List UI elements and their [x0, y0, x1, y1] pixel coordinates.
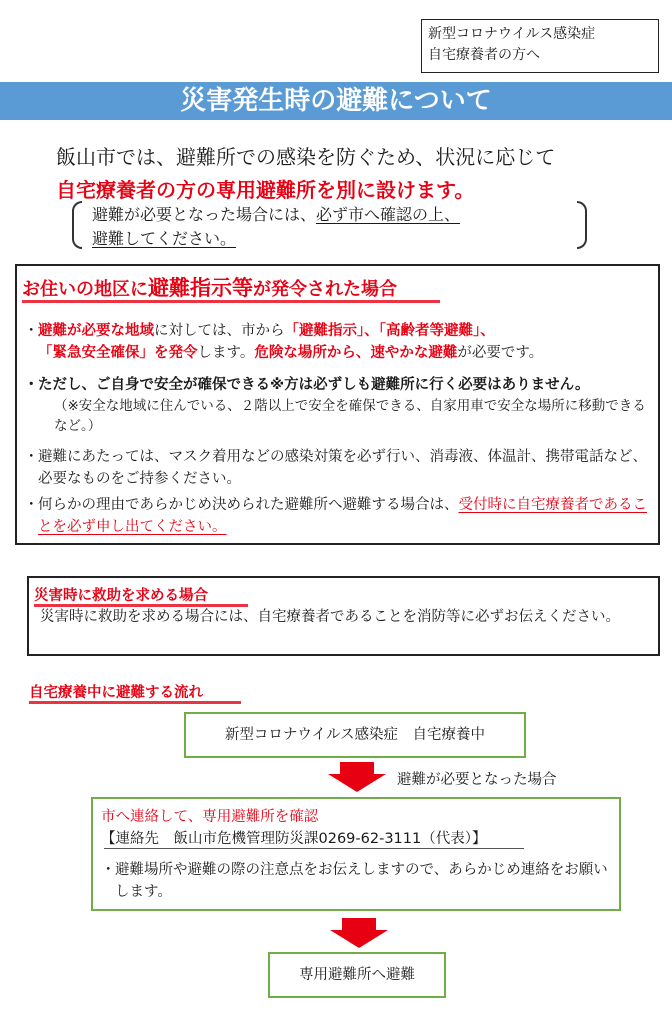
b2-text: ただし、ご自身で安全が確保できる※方は必ずしも避難所に行く必要はありません。: [38, 377, 590, 393]
bullet-self-safety: ・ ただし、ご自身で安全が確保できる※方は必ずしも避難所に行く必要はありません。: [24, 374, 652, 396]
b3-text: 避難にあたっては、マスク着用などの感染対策を必ず行い、消毒液、体温計、携帯電話など、必要なものをご持参ください。: [38, 449, 647, 487]
flow-condition: 避難が必要となった場合: [397, 772, 557, 788]
bracket-note-line1a: 避難が必要となった場合には、: [92, 205, 317, 224]
b1-part1: 避難が必要な地域: [38, 323, 154, 339]
bullet-designated-shelter: ・ 何らかの理由であらかじめ決められた避難所へ避難する場合は、受付時に自宅療養者であることを必ず申し出てください。: [24, 497, 647, 535]
b1-part5: します。: [197, 345, 255, 361]
bullet-infection-measures: ・ 避難にあたっては、マスク着用などの感染対策を必ず行い、消毒液、体温計、携帯電話など、必要なものをご持参ください。: [24, 446, 652, 490]
b1-part7: が必要です。: [457, 345, 544, 361]
down-arrow-icon: [328, 762, 386, 792]
bracket-note: [92, 203, 460, 251]
evacuation-order-heading: [22, 272, 397, 302]
bracket-right: [577, 201, 587, 249]
rescue-request-text: 災害時に救助を求める場合には、自宅療養者であることを消防等に必ずお伝えください。: [40, 609, 620, 625]
b1-part3: 「避難指示」、「高齢者等避難」、: [284, 323, 495, 339]
heading-part-c: が発令された場合: [253, 279, 397, 300]
contact-city-heading: 市へ連絡して、専用避難所を確認: [101, 809, 319, 825]
flow-step-evacuate: 専用避難所へ避難: [268, 952, 446, 998]
flow-heading: 自宅療養中に避難する流れ: [29, 685, 203, 701]
heading-part-a: お住いの地区に: [22, 279, 148, 300]
self-safety-note: （※安全な地域に住んでいる、２階以上で安全を確保できる、自家用車で安全な場所に移動できるなど。）: [54, 398, 646, 434]
down-arrow-icon-2: [330, 918, 388, 948]
contact-note: ・ 避難場所や避難の際の注意点をお伝えしますので、あらかじめ連絡をお願いします。: [101, 859, 615, 903]
b1-part6: 危険な場所から、速やかな避難: [254, 345, 458, 361]
b4-part2: 受付時に自宅療養者であることを必ず申し出てください。: [38, 497, 647, 535]
target-audience-label: [421, 19, 659, 73]
intro-line2: 自宅療養者の方の専用避難所を別に設けます。: [56, 178, 475, 202]
target-audience-line2: 自宅療養者の方へ: [428, 47, 540, 63]
heading-underline: [22, 300, 440, 303]
contact-info: 【連絡先 飯山市危機管理防災課0269-62-3111（代表）】: [101, 831, 487, 847]
heading-part-b: 避難指示等: [148, 276, 253, 300]
b1-part4: 「緊急安全確保」を発令: [38, 345, 198, 361]
b4-part1: 何らかの理由であらかじめ決められた避難所へ避難する場合は、: [38, 497, 459, 513]
bracket-note-line1b: 必ず市へ確認の上、: [316, 205, 461, 224]
page-title: 災害発生時の避難について: [0, 82, 672, 120]
target-audience-line1: 新型コロナウイルス感染症: [428, 26, 596, 42]
flow-step-home-care: 新型コロナウイルス感染症 自宅療養中: [184, 712, 526, 758]
flow-heading-underline: [29, 701, 241, 704]
rescue-request-heading: 災害時に救助を求める場合: [34, 588, 208, 604]
bullet-evacuation-order: ・ 避難が必要な地域に対しては、市から「避難指示」、「高齢者等避難」、 「緊急安全確保」を発令します。危険な場所から、速やかな避難が必要です。: [24, 323, 544, 361]
b1-part2: に対しては、市から: [154, 323, 285, 339]
bracket-left: [72, 201, 82, 249]
intro-line1: 飯山市では、避難所での感染を防ぐため、状況に応じて: [56, 145, 556, 169]
bracket-note-line2: 避難してください。: [92, 229, 237, 248]
contact-note-text: 避難場所や避難の際の注意点をお伝えしますので、あらかじめ連絡をお願いします。: [115, 862, 608, 900]
contact-underline: [104, 848, 524, 849]
